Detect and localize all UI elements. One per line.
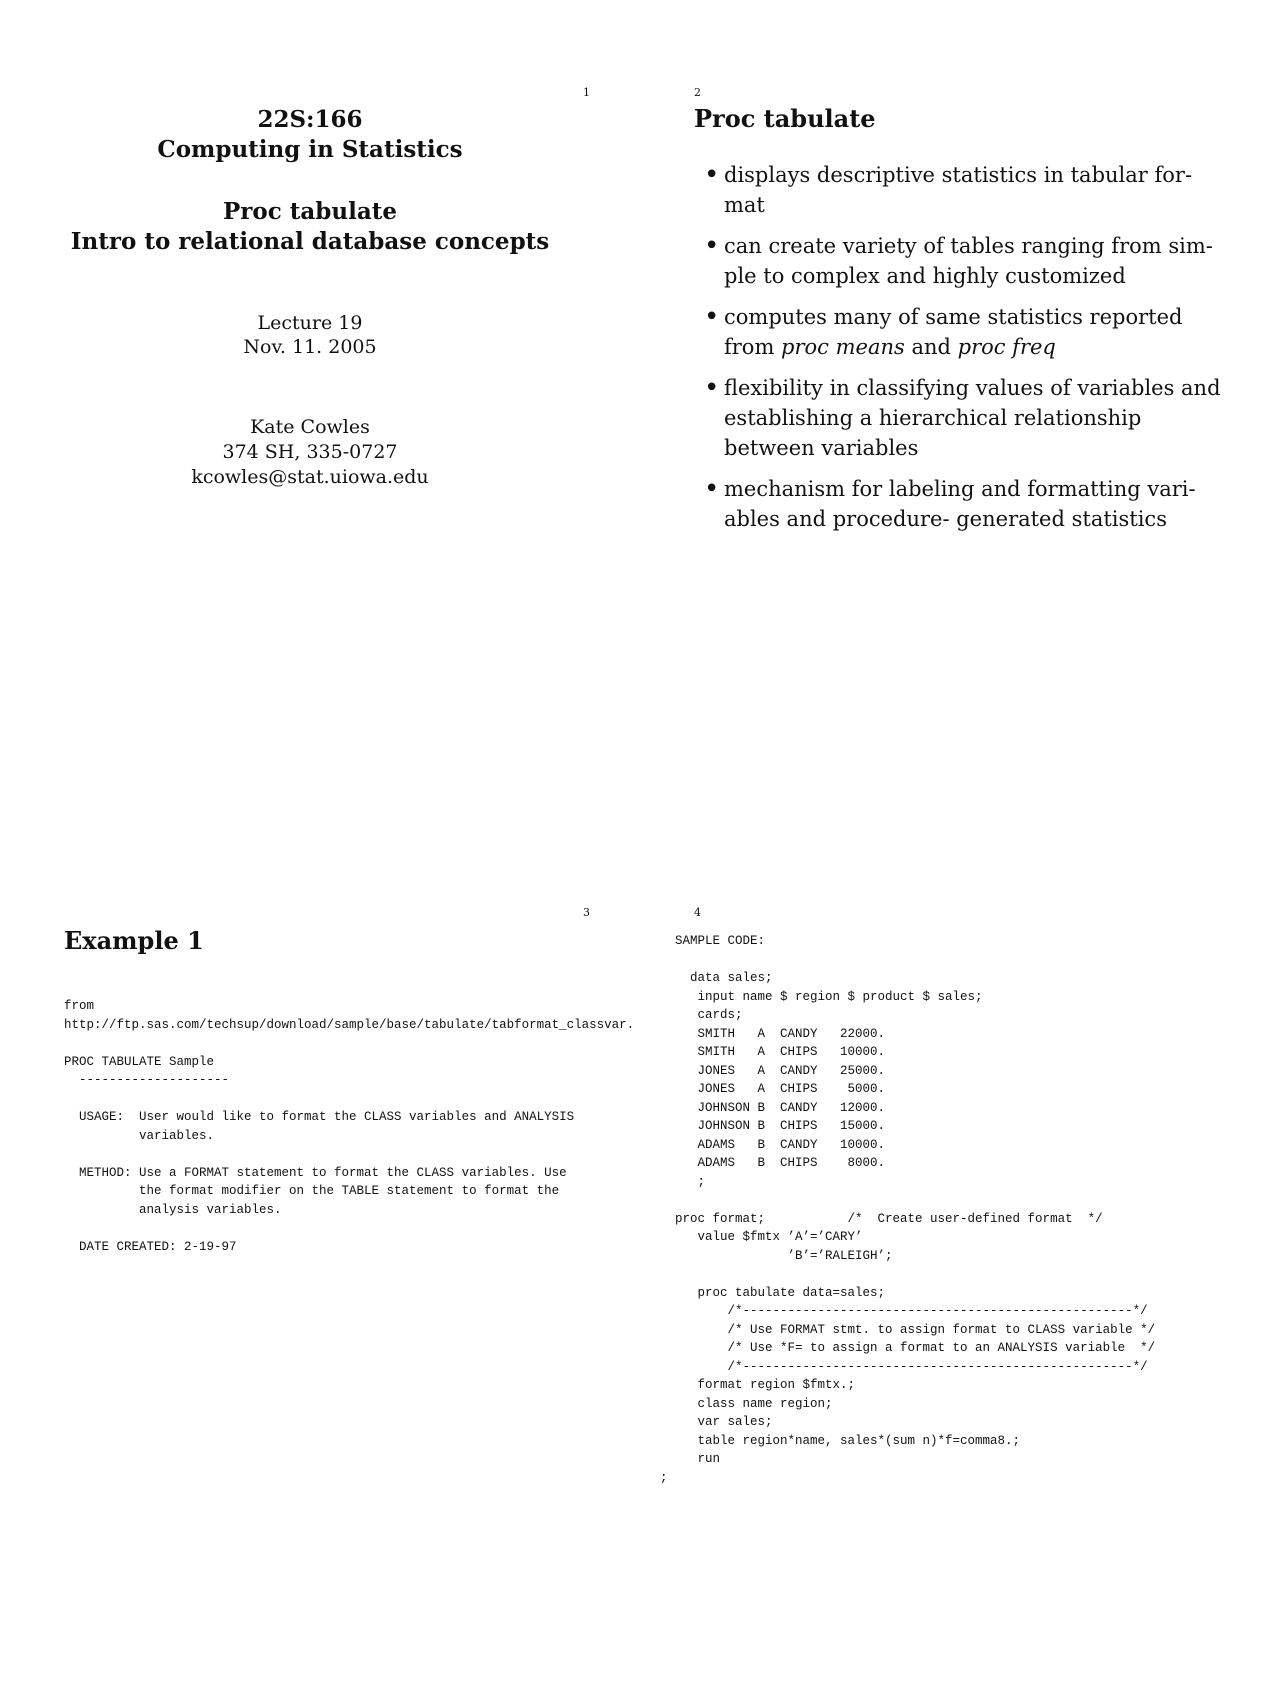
code-block: SAMPLE CODE: data sales; input name $ region $ product $ sales; cards; SMITH A CANDY 22000. SMITH A CHIPS 10000. JONES A CANDY 25000. JONES A CHIPS 5000. JOHNSON B CANDY 12000. JOHNSON B CHIPS 15000. ADAMS B CANDY 10000. ADAMS B CHIPS 8000. ; proc format; /* Create user-defined format */ value $fmtx ’A’=’CARY’ ’B’=’RALEIGH’; proc tabulate data=sales; /*----------------------------------------------------*/ /* Use FORMAT stmt. to assign format to CLASS variable */ /* Use *F= to assign a format to an ANALYSIS variable */ /*----------------------------------------------------*/ format region $fmtx.; class name region; var sales; table region*name, sales*(sum n)*f=comma8.; run ; — [660, 934, 1156, 1485]
lecture-date: Nov. 11. 2005 — [243, 336, 377, 358]
bullet-item: • flexibility in classifying values of variables and establishing a hierarchical relationship between variables — [704, 373, 1224, 463]
slide-2 — [660, 80, 1260, 880]
topic-subtitle: Intro to relational database concepts — [70, 228, 550, 255]
slide-1 — [40, 80, 640, 880]
proc-means-term: proc means — [781, 335, 905, 359]
topic-title: Proc tabulate — [223, 198, 397, 225]
bullet-text: computes many of same statistics reported from — [724, 305, 1183, 359]
proc-freq-term: proc freq — [957, 335, 1056, 359]
course-name: Computing in Statistics — [157, 136, 463, 163]
bullet-item: • can create variety of tables ranging from sim-ple to complex and highly customized — [704, 231, 1224, 291]
code-block: from http://ftp.sas.com/techsup/download/sample/base/tabulate/tabformat_classvar. PROC TABULATE Sample -------------------- USAGE: User would like to format the CLASS variables and ANALYSIS variables. METHOD: Use a FORMAT statement to format the CLASS variables. Use the format modifier on the TABLE statement to format the analysis variables. DATE CREATED: 2-19-97 — [64, 999, 635, 1254]
author-email: kcowles@stat.uiowa.edu — [191, 466, 429, 488]
course-code: 22S:166 — [257, 106, 363, 133]
lecture-number: Lecture 19 — [257, 312, 363, 334]
bullet-item: • displays descriptive statistics in tabular for-mat — [704, 160, 1224, 220]
slide-4 — [660, 900, 1260, 1700]
bullet-list — [704, 160, 1224, 545]
page-number: 3 — [583, 906, 590, 919]
page-number: 1 — [583, 86, 590, 99]
slide-heading: Example 1 — [64, 926, 204, 955]
bullet-text: and — [904, 335, 958, 359]
author-office: 374 SH, 335-0727 — [222, 441, 398, 463]
author-name: Kate Cowles — [250, 416, 370, 438]
page-number: 2 — [694, 86, 701, 99]
bullet-item: • mechanism for labeling and formatting vari-ables and procedure- generated statistics — [704, 474, 1224, 534]
page-number: 4 — [694, 906, 701, 919]
slide-3 — [40, 900, 640, 1700]
bullet-item — [704, 302, 1224, 362]
slide-heading: Proc tabulate — [694, 104, 876, 133]
